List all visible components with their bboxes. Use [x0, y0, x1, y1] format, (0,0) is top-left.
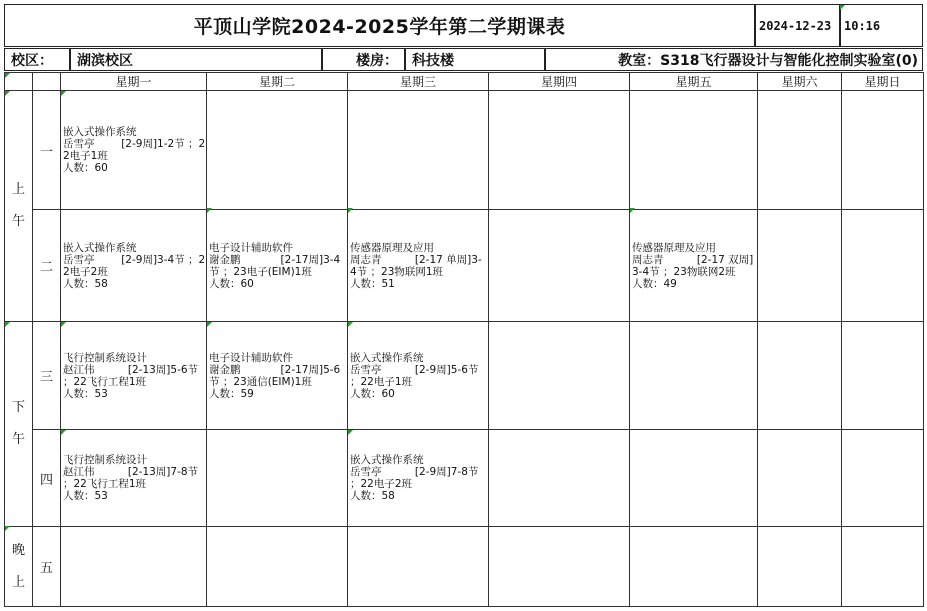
course-cell-sun-1 — [842, 91, 924, 210]
course-cell-tue-3: 电子设计辅助软件 谢金鹏 [2-17周]5-6节 ；23通信(EIM)1班 人数：59 — [207, 322, 348, 430]
course-cell-thu-2 — [489, 210, 630, 322]
course-cell-fri-2: 传感器原理及应用 周志青 [2-17 双周]3-4节 ；23物联网2班 人数：49 — [630, 210, 758, 322]
period-row-3 — [5, 322, 924, 430]
cell-marker — [5, 73, 10, 78]
cell-marker — [61, 322, 66, 327]
building-label: 楼房： — [322, 48, 405, 71]
course-cell-mon-4: 飞行控制系统设计 赵江伟 [2-13周]7-8节 ；22飞行工程1班 人数：53 — [61, 430, 207, 527]
cell-marker — [348, 208, 353, 213]
section-label-text: 下 午 — [11, 400, 25, 447]
section-evening — [5, 527, 33, 607]
day-header-fri: 星期五 — [630, 73, 758, 91]
cell-marker — [5, 91, 10, 96]
day-header-sun: 星期日 — [842, 73, 924, 91]
campus-value: 湖滨校区 — [70, 48, 322, 71]
course-cell-sun-4 — [842, 430, 924, 527]
course-cell-fri-5 — [630, 527, 758, 607]
day-header-mon: 星期一 — [61, 73, 207, 91]
course-cell-thu-1 — [489, 91, 630, 210]
campus-label: 校区： — [4, 48, 70, 71]
period-row-1 — [5, 91, 924, 210]
cell-marker — [630, 208, 635, 213]
course-cell-wed-1 — [348, 91, 489, 210]
course-cell-tue-4 — [207, 430, 348, 527]
cell-marker — [207, 322, 212, 327]
page-title: 平顶山学院2024-2025学年第二学期课表 — [4, 4, 755, 47]
day-header-wed: 星期三 — [348, 73, 489, 91]
course-cell-mon-2: 嵌入式操作系统 岳雪亭 [2-9周]3-4节 ；22电子2班 人数：58 — [61, 210, 207, 322]
course-cell-sat-4 — [758, 430, 842, 527]
course-cell-fri-4 — [630, 430, 758, 527]
cell-marker — [5, 322, 10, 327]
print-date: 2024-12-23 — [755, 4, 840, 47]
period-label-1: 一 — [33, 91, 61, 210]
course-cell-mon-1: 嵌入式操作系统 岳雪亭 [2-9周]1-2节 ；22电子1班 人数：60 — [61, 91, 207, 210]
course-cell-mon-3: 飞行控制系统设计 赵江伟 [2-13周]5-6节 ；22飞行工程1班 人数：53 — [61, 322, 207, 430]
cell-marker — [348, 322, 353, 327]
course-cell-wed-5 — [348, 527, 489, 607]
schedule-grid — [4, 72, 924, 607]
course-cell-sat-2 — [758, 210, 842, 322]
course-cell-sat-5 — [758, 527, 842, 607]
section-label-text: 上 午 — [11, 182, 25, 229]
course-cell-thu-4 — [489, 430, 630, 527]
course-cell-wed-2: 传感器原理及应用 周志青 [2-17 单周]3-4节 ；23物联网1班 人数：51 — [348, 210, 489, 322]
course-cell-mon-5 — [61, 527, 207, 607]
section-label-text: 晚 上 — [11, 542, 25, 590]
corner-cell — [33, 73, 61, 91]
room-label: 教室：S318飞行器设计与智能化控制实验室(0) — [545, 48, 923, 71]
period-row-4 — [5, 430, 924, 527]
print-time: 10:16 — [840, 4, 923, 47]
cell-marker — [207, 208, 212, 213]
cell-marker — [348, 430, 353, 435]
course-cell-thu-5 — [489, 527, 630, 607]
course-cell-tue-1 — [207, 91, 348, 210]
cell-marker — [840, 5, 845, 10]
period-label-3: 三 — [33, 322, 61, 430]
course-cell-sun-3 — [842, 322, 924, 430]
cell-marker — [61, 430, 66, 435]
period-label-2: 二 — [33, 210, 61, 322]
course-cell-sat-1 — [758, 91, 842, 210]
course-cell-sat-3 — [758, 322, 842, 430]
day-header-row — [5, 73, 924, 91]
cell-marker — [61, 91, 66, 96]
cell-marker — [5, 526, 10, 531]
course-cell-sun-5 — [842, 527, 924, 607]
schedule-table — [4, 72, 924, 607]
course-cell-fri-1 — [630, 91, 758, 210]
course-cell-tue-2: 电子设计辅助软件 谢金鹏 [2-17周]3-4节 ；23电子(EIM)1班 人数：60 — [207, 210, 348, 322]
day-header-tue: 星期二 — [207, 73, 348, 91]
section-afternoon — [5, 322, 33, 527]
section-morning — [5, 91, 33, 322]
course-cell-sun-2 — [842, 210, 924, 322]
course-cell-tue-5 — [207, 527, 348, 607]
course-cell-wed-4: 嵌入式操作系统 岳雪亭 [2-9周]7-8节 ；22电子2班 人数：58 — [348, 430, 489, 527]
building-value: 科技楼 — [405, 48, 545, 71]
period-row-5 — [5, 527, 924, 607]
day-header-sat: 星期六 — [758, 73, 842, 91]
period-row-2 — [5, 210, 924, 322]
day-header-thu: 星期四 — [489, 73, 630, 91]
course-cell-thu-3 — [489, 322, 630, 430]
period-label-5: 五 — [33, 527, 61, 607]
period-label-4: 四 — [33, 430, 61, 527]
course-cell-fri-3 — [630, 322, 758, 430]
course-cell-wed-3: 嵌入式操作系统 岳雪亭 [2-9周]5-6节 ；22电子1班 人数：60 — [348, 322, 489, 430]
info-row — [4, 48, 923, 71]
